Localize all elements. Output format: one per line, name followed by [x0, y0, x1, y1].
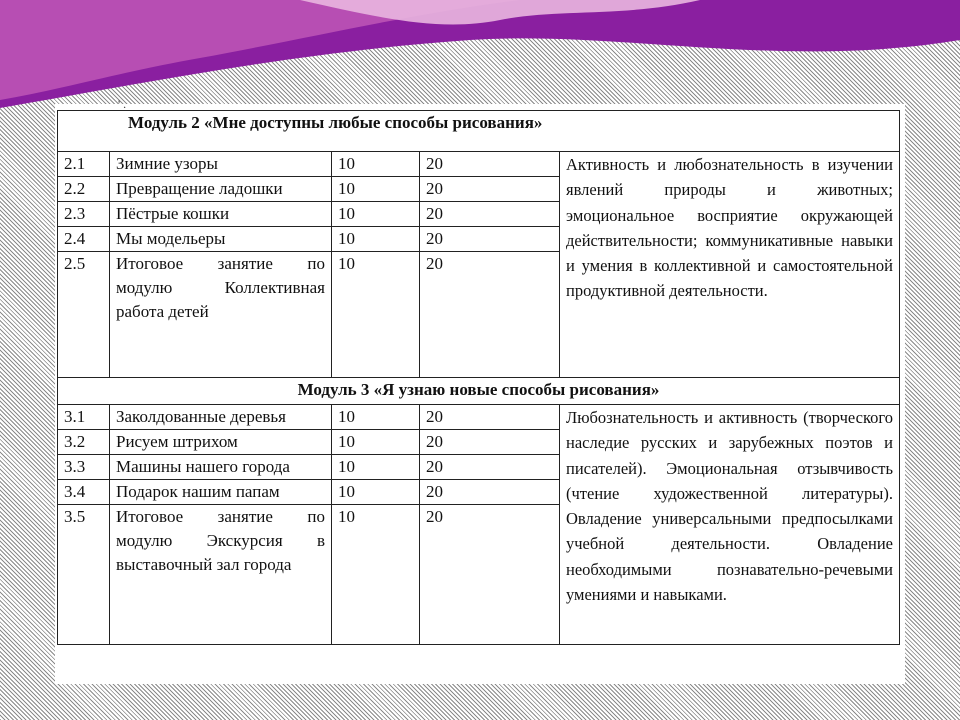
lesson-name: Превращение ладошки	[110, 177, 332, 202]
decorative-banner	[0, 0, 960, 110]
program-table	[57, 110, 900, 645]
hours-a: 10	[332, 505, 420, 645]
table-row	[58, 152, 900, 177]
hours-b: 20	[420, 152, 560, 177]
lesson-name: Зимние узоры	[110, 152, 332, 177]
row-number: 3.3	[58, 455, 110, 480]
hours-b: 20	[420, 505, 560, 645]
module-3-header-row	[58, 378, 900, 405]
row-number: 2.5	[58, 252, 110, 378]
row-number: 3.4	[58, 480, 110, 505]
lesson-name: Итоговое занятие по модулю Экскурсия в выставочный зал города	[110, 505, 332, 645]
row-number: 2.2	[58, 177, 110, 202]
row-number: 2.1	[58, 152, 110, 177]
lesson-name: Мы модельеры	[110, 227, 332, 252]
lesson-name: Итоговое занятие по модулю Коллективная работа детей	[110, 252, 332, 378]
row-number: 2.4	[58, 227, 110, 252]
lesson-name: Пёстрые кошки	[110, 202, 332, 227]
row-number: 3.5	[58, 505, 110, 645]
hours-b: 20	[420, 252, 560, 378]
hours-a: 10	[332, 430, 420, 455]
lesson-name: Подарок нашим папам	[110, 480, 332, 505]
lesson-name: Рисуем штрихом	[110, 430, 332, 455]
hours-a: 10	[332, 202, 420, 227]
module-3-description: Любознательность и активность (творческого наследие русских и зарубежных поэтов и писателей). Эмоциональная отзывчивость (чтение художественной литературы). Овладение универсальными предпосылками учебной деятельности. Овладение необходимыми познавательно-речевыми умениями и навыками.	[560, 405, 900, 645]
hours-a: 10	[332, 455, 420, 480]
row-number: 3.1	[58, 405, 110, 430]
hours-a: 10	[332, 227, 420, 252]
hours-a: 10	[332, 480, 420, 505]
hours-b: 20	[420, 455, 560, 480]
hours-b: 20	[420, 177, 560, 202]
lesson-name: Заколдованные деревья	[110, 405, 332, 430]
stray-mark: ' .	[118, 97, 127, 111]
lesson-name: Машины нашего города	[110, 455, 332, 480]
table-row	[58, 405, 900, 430]
hours-b: 20	[420, 480, 560, 505]
hours-b: 20	[420, 227, 560, 252]
hours-a: 10	[332, 252, 420, 378]
hours-b: 20	[420, 405, 560, 430]
row-number: 2.3	[58, 202, 110, 227]
module-3-title: Модуль 3 «Я узнаю новые способы рисования»	[58, 378, 900, 405]
hours-a: 10	[332, 405, 420, 430]
module-2-header-row	[58, 111, 900, 152]
module-2-title: Модуль 2 «Мне доступны любые способы рисования»	[58, 111, 900, 152]
module-2-description: Активность и любознательность в изучении явлений природы и животных; эмоциональное восприятие окружающей действительности; коммуникативные навыки и умения в коллективной и самостоятельной продуктивной деятельности.	[560, 152, 900, 378]
hours-a: 10	[332, 152, 420, 177]
hours-b: 20	[420, 430, 560, 455]
row-number: 3.2	[58, 430, 110, 455]
hours-b: 20	[420, 202, 560, 227]
hours-a: 10	[332, 177, 420, 202]
